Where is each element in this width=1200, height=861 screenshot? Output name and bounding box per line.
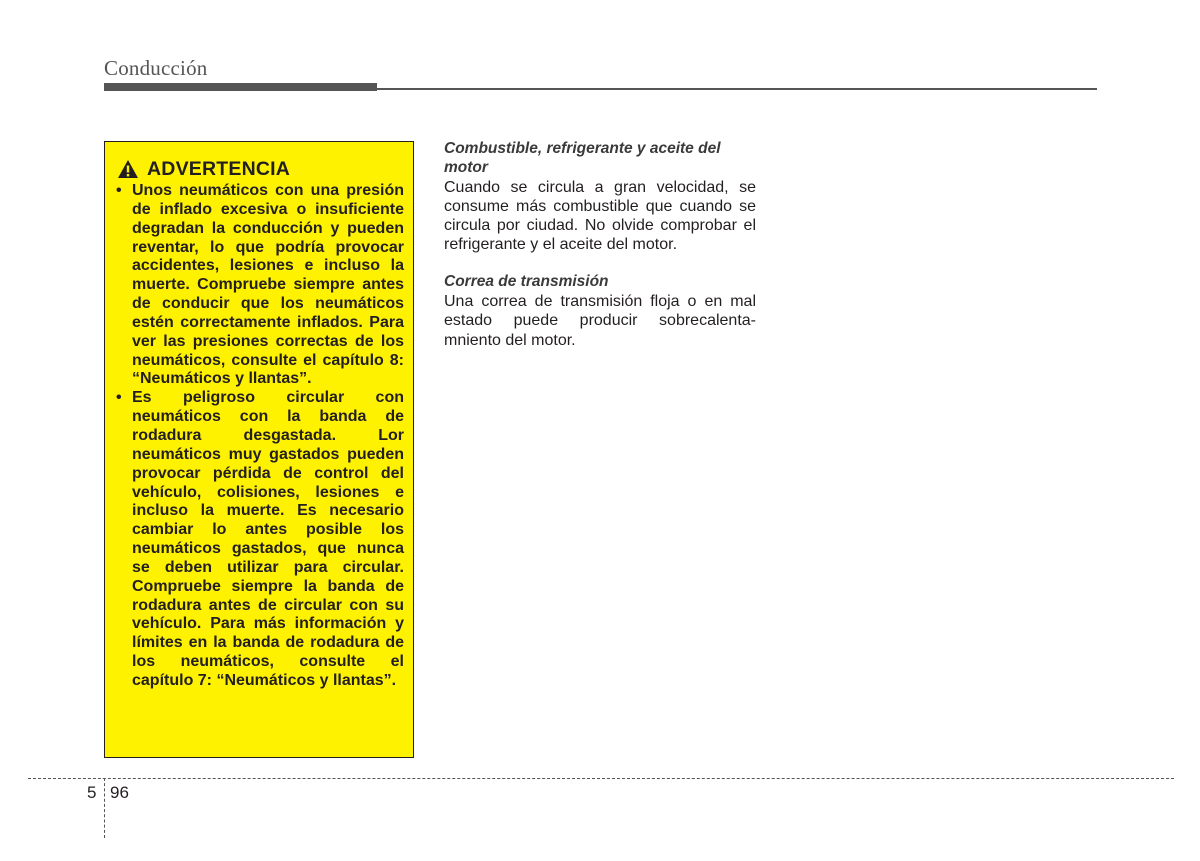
warning-box (104, 141, 414, 758)
page-number: 96 (110, 783, 129, 802)
footer-divider (104, 778, 105, 838)
header-accent-bar (104, 83, 377, 91)
warning-header (117, 156, 404, 182)
section-body-belt: Una correa de transmisión floja o en mal estado puede producir sobrecalentamniento del motor. (444, 293, 756, 349)
chapter-number: 5 (87, 783, 97, 802)
warning-list (115, 182, 404, 691)
section-heading-fluids: Combustible, refrigerante y aceite del motor (444, 140, 721, 176)
warning-triangle-icon (117, 159, 139, 179)
section-spacer (444, 254, 756, 273)
section-body-fluids: Cuando se circula a gran velocidad, se consume más combustible que cuando se circula por ciudad. No olvide comprobar el refrigerante y el aceite del motor. (444, 178, 756, 254)
warning-title: ADVERTENCIA (147, 157, 291, 180)
section-heading-belt: Correa de transmisión (444, 273, 609, 291)
header-rule (377, 88, 1097, 90)
section-title: Conducción (104, 56, 208, 80)
warning-item-tire-pressure: • Unos neumáticos con una presión de inflado excesiva o insuficiente degradan la conducción y pueden reventar, lo que podría provocar accidentes, lesiones e incluso la muerte. Compruebe siempre antes de conducir que los neumáticos estén correctamente inflados. Para ver las presiones correctas de los neumáticos, consulte el capítulo 8: “Neumáticos y llantas”. (115, 182, 404, 389)
footer-rule (28, 778, 1174, 779)
warning-item-tread-wear: • Es peligroso circular con neumáticos con la banda de rodadura desgastada. Lor neumáticos muy gastados pueden provocar pérdida de control del vehículo, colisiones, lesiones e incluso la muerte. Es necesario cambiar lo antes posible los neumáticos gastados, que nunca se deben utilizar para circular. Compruebe siempre la banda de rodadura antes de circular con su vehículo. Para más información y límites en la banda de rodadura de los neumáticos, consulte el capítulo 7: “Neumáticos y llantas”. (115, 389, 404, 691)
content-column (444, 140, 756, 350)
